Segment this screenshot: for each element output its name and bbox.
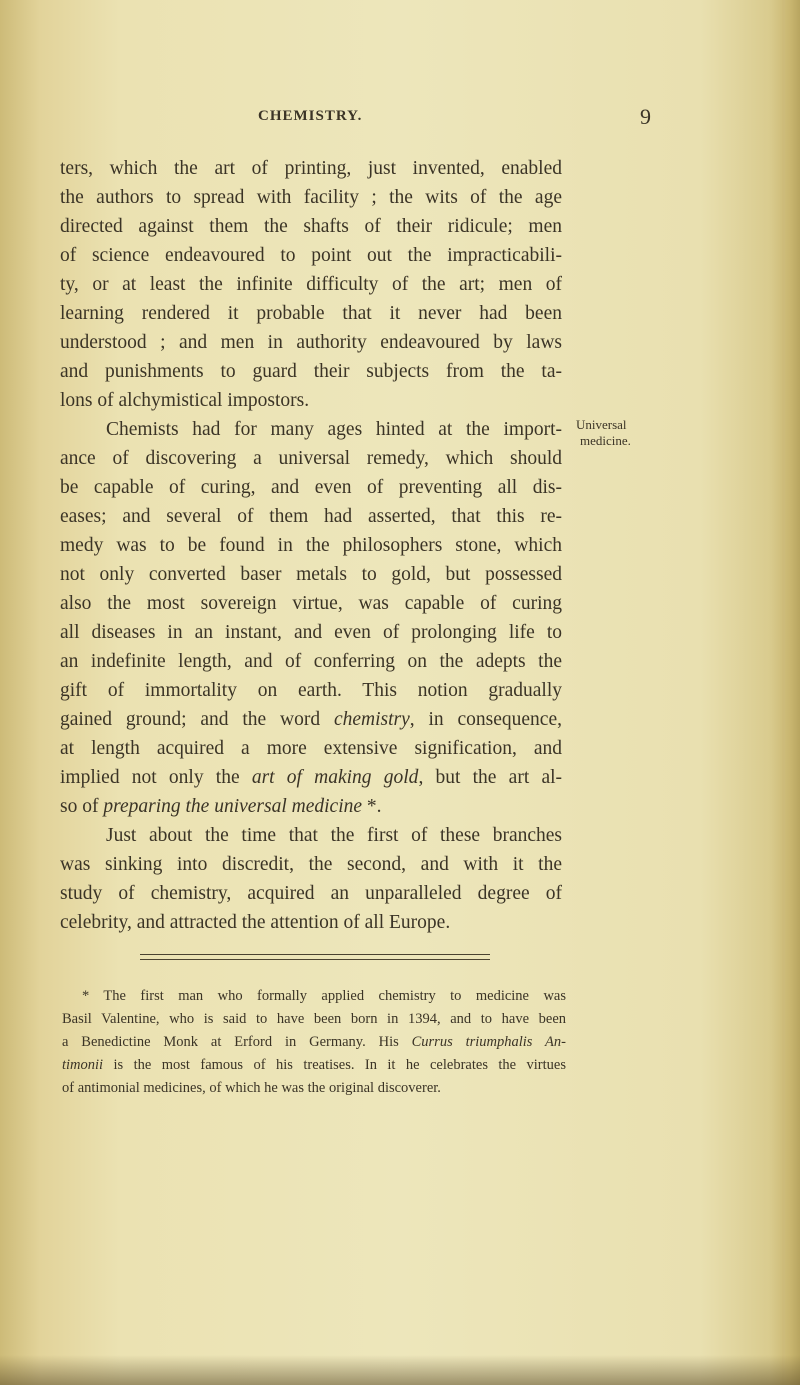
page-edge (782, 0, 785, 1385)
text-line: not only converted baser metals to gold, but possessed (60, 564, 562, 585)
text-line: the authors to spread with facility ; the wits of the age (60, 187, 562, 208)
text-line: be capable of curing, and even of preventing all dis- (60, 477, 562, 498)
italic-text: preparing the universal medicine (103, 796, 363, 817)
page-bottom-shadow (0, 1355, 800, 1385)
text-segment: , but the art al- (418, 767, 563, 788)
text-line (62, 1031, 566, 1054)
text-line: * The first man who formally applied chemistry to medicine was (82, 988, 566, 1004)
text-line (62, 1054, 566, 1077)
text-line: an indefinite length, and of conferring on the adepts the (60, 651, 562, 672)
text-line (60, 792, 562, 821)
text-line: eases; and several of them had asserted, that this re- (60, 506, 562, 527)
text-segment: a Benedictine Monk at Erford in Germany. His (62, 1034, 412, 1050)
footnote (62, 985, 566, 1100)
text-segment: *. (362, 796, 382, 817)
text-line: Chemists had for many ages hinted at the import- (106, 419, 562, 440)
text-segment: is the most famous of his treatises. In it he celebrates the virtues (103, 1057, 566, 1073)
text-line: of antimonial medicines, of which he was the original discoverer. (62, 1080, 441, 1096)
italic-text: Currus triumphalis An- (411, 1034, 566, 1050)
margin-note (576, 417, 631, 449)
running-title: CHEMISTRY. (258, 108, 363, 124)
margin-note-line: medicine. (580, 433, 631, 448)
text-line: Just about the time that the first of these branches (106, 825, 562, 846)
text-line: medy was to be found in the philosophers stone, which (60, 535, 562, 556)
text-line: study of chemistry, acquired an unparalleled degree of (60, 883, 562, 904)
text-line: also the most sovereign virtue, was capable of curing (60, 593, 562, 614)
text-line: celebrity, and attracted the attention of all Europe. (60, 912, 451, 933)
italic-text: timonii (62, 1057, 104, 1073)
italic-text: chemistry (333, 709, 410, 730)
text-segment: , in consequence, (409, 709, 562, 730)
text-line (60, 763, 562, 792)
text-line: understood ; and men in authority endeavoured by laws (60, 332, 562, 353)
page-header (60, 104, 651, 138)
text-line: lons of alchymistical impostors. (60, 390, 310, 411)
text-line: ance of discovering a universal remedy, which should (60, 448, 562, 469)
text-line: ters, which the art of printing, just invented, enabled (60, 158, 562, 179)
text-line: all diseases in an instant, and even of prolonging life to (60, 622, 562, 643)
footnote-divider (140, 954, 490, 960)
text-line: directed against them the shafts of their ridicule; men (60, 216, 562, 237)
text-segment: implied not only the (60, 767, 252, 788)
text-line: of science endeavoured to point out the impracticabili- (60, 245, 562, 266)
text-segment: so of (60, 796, 104, 817)
text-line: ty, or at least the infinite difficulty of the art; men of (60, 274, 562, 295)
text-line: and punishments to guard their subjects from the ta- (60, 361, 562, 382)
text-line: at length acquired a more extensive signification, and (60, 738, 562, 759)
text-line (60, 705, 562, 734)
italic-text: art of making gold (251, 767, 419, 788)
margin-note-line: Universal (576, 417, 627, 432)
text-line: gift of immortality on earth. This notion gradually (60, 680, 562, 701)
text-segment: gained ground; and the word (60, 709, 334, 730)
text-line: learning rendered it probable that it never had been (60, 303, 562, 324)
page-number: 9 (640, 104, 651, 129)
text-line: was sinking into discredit, the second, and with it the (60, 854, 562, 875)
text-line: Basil Valentine, who is said to have been born in 1394, and to have been (62, 1011, 566, 1027)
body-text (60, 154, 562, 937)
